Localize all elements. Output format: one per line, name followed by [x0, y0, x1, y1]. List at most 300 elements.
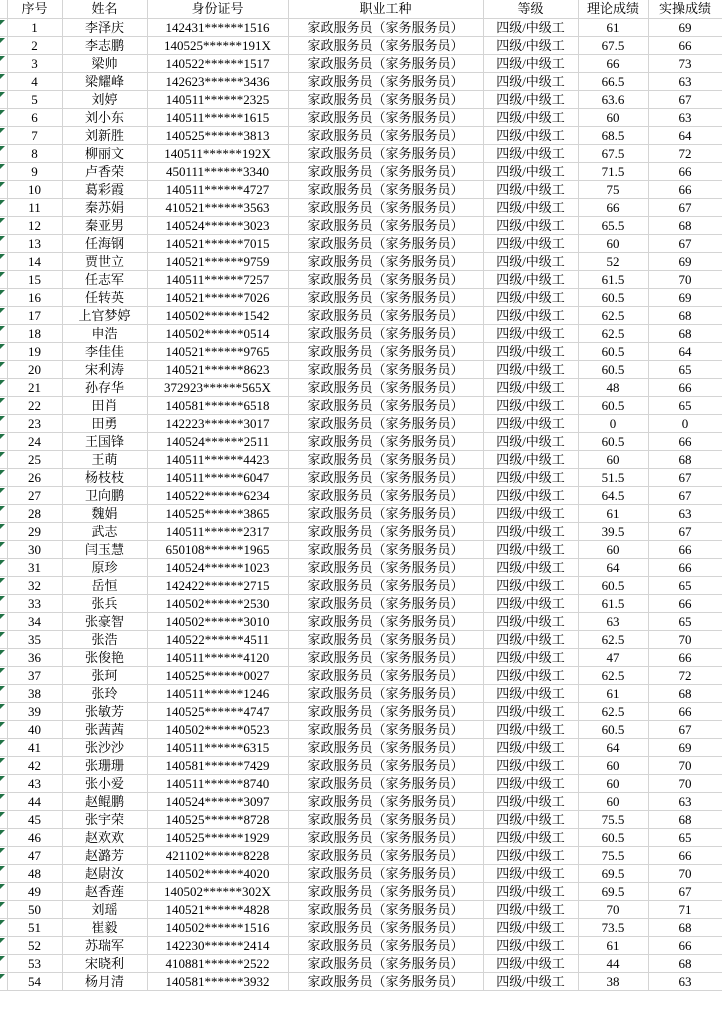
cell-id-number[interactable]: 140511******2317: [147, 522, 288, 540]
cell-level[interactable]: 四级/中级工: [483, 450, 578, 468]
cell-seq[interactable]: 17: [7, 306, 62, 324]
cell-occupation[interactable]: 家政服务员（家务服务员）: [288, 90, 483, 108]
cell-level[interactable]: 四级/中级工: [483, 648, 578, 666]
cell-seq[interactable]: 40: [7, 720, 62, 738]
cell-level[interactable]: 四级/中级工: [483, 306, 578, 324]
cell-occupation[interactable]: 家政服务员（家务服务员）: [288, 630, 483, 648]
cell-occupation[interactable]: 家政服务员（家务服务员）: [288, 360, 483, 378]
cell-name[interactable]: 闫玉慧: [62, 540, 147, 558]
cell-name[interactable]: 魏娟: [62, 504, 147, 522]
cell-occupation[interactable]: 家政服务员（家务服务员）: [288, 792, 483, 810]
cell-theory-score[interactable]: 52: [578, 252, 648, 270]
cell-seq[interactable]: 8: [7, 144, 62, 162]
cell-id-number[interactable]: 140581******6518: [147, 396, 288, 414]
cell-seq[interactable]: 28: [7, 504, 62, 522]
cell-practical-score[interactable]: 70: [648, 774, 722, 792]
cell-id-number[interactable]: 140502******0523: [147, 720, 288, 738]
cell-seq[interactable]: 1: [7, 18, 62, 36]
cell-name[interactable]: 李泽庆: [62, 18, 147, 36]
cell-seq[interactable]: 3: [7, 54, 62, 72]
cell-level[interactable]: 四级/中级工: [483, 378, 578, 396]
cell-seq[interactable]: 41: [7, 738, 62, 756]
cell-id-number[interactable]: 140521******7015: [147, 234, 288, 252]
cell-name[interactable]: 秦苏娟: [62, 198, 147, 216]
cell-level[interactable]: 四级/中级工: [483, 342, 578, 360]
cell-theory-score[interactable]: 60.5: [578, 360, 648, 378]
cell-id-number[interactable]: 140511******192X: [147, 144, 288, 162]
cell-practical-score[interactable]: 65: [648, 612, 722, 630]
cell-theory-score[interactable]: 60: [578, 234, 648, 252]
cell-theory-score[interactable]: 65.5: [578, 216, 648, 234]
cell-theory-score[interactable]: 61: [578, 504, 648, 522]
cell-theory-score[interactable]: 61: [578, 684, 648, 702]
cell-id-number[interactable]: 140521******7026: [147, 288, 288, 306]
cell-occupation[interactable]: 家政服务员（家务服务员）: [288, 756, 483, 774]
header-theory-score[interactable]: 理论成绩: [578, 0, 648, 18]
cell-name[interactable]: 张茜茜: [62, 720, 147, 738]
cell-id-number[interactable]: 140511******6047: [147, 468, 288, 486]
cell-seq[interactable]: 37: [7, 666, 62, 684]
cell-occupation[interactable]: 家政服务员（家务服务员）: [288, 828, 483, 846]
cell-theory-score[interactable]: 67.5: [578, 144, 648, 162]
cell-id-number[interactable]: 140521******8623: [147, 360, 288, 378]
cell-id-number[interactable]: 140511******1615: [147, 108, 288, 126]
header-level[interactable]: 等级: [483, 0, 578, 18]
cell-practical-score[interactable]: 65: [648, 360, 722, 378]
cell-practical-score[interactable]: 70: [648, 630, 722, 648]
cell-seq[interactable]: 12: [7, 216, 62, 234]
cell-theory-score[interactable]: 47: [578, 648, 648, 666]
cell-theory-score[interactable]: 68.5: [578, 126, 648, 144]
cell-seq[interactable]: 50: [7, 900, 62, 918]
cell-level[interactable]: 四级/中级工: [483, 108, 578, 126]
cell-name[interactable]: 李佳佳: [62, 342, 147, 360]
cell-level[interactable]: 四级/中级工: [483, 558, 578, 576]
cell-seq[interactable]: 26: [7, 468, 62, 486]
cell-occupation[interactable]: 家政服务员（家务服务员）: [288, 612, 483, 630]
cell-theory-score[interactable]: 71.5: [578, 162, 648, 180]
cell-practical-score[interactable]: 69: [648, 738, 722, 756]
cell-occupation[interactable]: 家政服务员（家务服务员）: [288, 216, 483, 234]
cell-name[interactable]: 刘新胜: [62, 126, 147, 144]
cell-occupation[interactable]: 家政服务员（家务服务员）: [288, 468, 483, 486]
cell-practical-score[interactable]: 66: [648, 432, 722, 450]
cell-name[interactable]: 王萌: [62, 450, 147, 468]
cell-theory-score[interactable]: 60.5: [578, 288, 648, 306]
cell-level[interactable]: 四级/中级工: [483, 162, 578, 180]
cell-practical-score[interactable]: 66: [648, 558, 722, 576]
cell-theory-score[interactable]: 60.5: [578, 828, 648, 846]
cell-practical-score[interactable]: 70: [648, 756, 722, 774]
cell-level[interactable]: 四级/中级工: [483, 216, 578, 234]
cell-level[interactable]: 四级/中级工: [483, 270, 578, 288]
cell-level[interactable]: 四级/中级工: [483, 288, 578, 306]
cell-theory-score[interactable]: 61.5: [578, 594, 648, 612]
cell-id-number[interactable]: 140525******3813: [147, 126, 288, 144]
cell-theory-score[interactable]: 69.5: [578, 864, 648, 882]
cell-theory-score[interactable]: 62.5: [578, 702, 648, 720]
cell-occupation[interactable]: 家政服务员（家务服务员）: [288, 36, 483, 54]
cell-level[interactable]: 四级/中级工: [483, 504, 578, 522]
cell-name[interactable]: 赵潞芳: [62, 846, 147, 864]
cell-practical-score[interactable]: 69: [648, 252, 722, 270]
cell-practical-score[interactable]: 67: [648, 486, 722, 504]
cell-occupation[interactable]: 家政服务员（家务服务员）: [288, 324, 483, 342]
cell-name[interactable]: 赵香莲: [62, 882, 147, 900]
cell-occupation[interactable]: 家政服务员（家务服务员）: [288, 180, 483, 198]
cell-practical-score[interactable]: 66: [648, 702, 722, 720]
cell-occupation[interactable]: 家政服务员（家务服务员）: [288, 162, 483, 180]
cell-id-number[interactable]: 140525******1929: [147, 828, 288, 846]
cell-seq[interactable]: 51: [7, 918, 62, 936]
cell-seq[interactable]: 53: [7, 954, 62, 972]
cell-occupation[interactable]: 家政服务员（家务服务员）: [288, 108, 483, 126]
cell-practical-score[interactable]: 66: [648, 162, 722, 180]
cell-level[interactable]: 四级/中级工: [483, 846, 578, 864]
cell-theory-score[interactable]: 0: [578, 414, 648, 432]
header-practical-score[interactable]: 实操成绩: [648, 0, 722, 18]
cell-practical-score[interactable]: 66: [648, 648, 722, 666]
cell-id-number[interactable]: 140525******4747: [147, 702, 288, 720]
cell-seq[interactable]: 25: [7, 450, 62, 468]
cell-theory-score[interactable]: 62.5: [578, 630, 648, 648]
header-id-number[interactable]: 身份证号: [147, 0, 288, 18]
cell-occupation[interactable]: 家政服务员（家务服务员）: [288, 504, 483, 522]
cell-name[interactable]: 田勇: [62, 414, 147, 432]
cell-seq[interactable]: 9: [7, 162, 62, 180]
cell-theory-score[interactable]: 69.5: [578, 882, 648, 900]
cell-name[interactable]: 卢香荣: [62, 162, 147, 180]
cell-practical-score[interactable]: 69: [648, 288, 722, 306]
cell-seq[interactable]: 29: [7, 522, 62, 540]
cell-level[interactable]: 四级/中级工: [483, 774, 578, 792]
cell-id-number[interactable]: 140522******6234: [147, 486, 288, 504]
cell-level[interactable]: 四级/中级工: [483, 900, 578, 918]
cell-occupation[interactable]: 家政服务员（家务服务员）: [288, 684, 483, 702]
cell-practical-score[interactable]: 67: [648, 720, 722, 738]
cell-seq[interactable]: 22: [7, 396, 62, 414]
cell-theory-score[interactable]: 62.5: [578, 666, 648, 684]
cell-level[interactable]: 四级/中级工: [483, 18, 578, 36]
cell-theory-score[interactable]: 60.5: [578, 342, 648, 360]
cell-seq[interactable]: 43: [7, 774, 62, 792]
cell-level[interactable]: 四级/中级工: [483, 198, 578, 216]
cell-occupation[interactable]: 家政服务员（家务服务员）: [288, 666, 483, 684]
cell-theory-score[interactable]: 62.5: [578, 324, 648, 342]
cell-id-number[interactable]: 140502******4020: [147, 864, 288, 882]
cell-occupation[interactable]: 家政服务员（家务服务员）: [288, 378, 483, 396]
cell-level[interactable]: 四级/中级工: [483, 36, 578, 54]
cell-practical-score[interactable]: 72: [648, 666, 722, 684]
cell-name[interactable]: 任转英: [62, 288, 147, 306]
header-occupation[interactable]: 职业工种: [288, 0, 483, 18]
cell-seq[interactable]: 47: [7, 846, 62, 864]
cell-seq[interactable]: 20: [7, 360, 62, 378]
cell-theory-score[interactable]: 60: [578, 108, 648, 126]
cell-theory-score[interactable]: 39.5: [578, 522, 648, 540]
cell-practical-score[interactable]: 64: [648, 126, 722, 144]
cell-name[interactable]: 贾世立: [62, 252, 147, 270]
cell-theory-score[interactable]: 66.5: [578, 72, 648, 90]
cell-practical-score[interactable]: 0: [648, 414, 722, 432]
cell-name[interactable]: 张浩: [62, 630, 147, 648]
cell-occupation[interactable]: 家政服务员（家务服务员）: [288, 972, 483, 990]
cell-level[interactable]: 四级/中级工: [483, 720, 578, 738]
cell-theory-score[interactable]: 61: [578, 936, 648, 954]
cell-practical-score[interactable]: 65: [648, 576, 722, 594]
cell-id-number[interactable]: 450111******3340: [147, 162, 288, 180]
cell-id-number[interactable]: 140502******1516: [147, 918, 288, 936]
cell-occupation[interactable]: 家政服务员（家务服务员）: [288, 306, 483, 324]
cell-theory-score[interactable]: 44: [578, 954, 648, 972]
cell-name[interactable]: 葛彩霞: [62, 180, 147, 198]
cell-occupation[interactable]: 家政服务员（家务服务员）: [288, 810, 483, 828]
cell-theory-score[interactable]: 61.5: [578, 270, 648, 288]
cell-level[interactable]: 四级/中级工: [483, 360, 578, 378]
cell-seq[interactable]: 24: [7, 432, 62, 450]
cell-id-number[interactable]: 372923******565X: [147, 378, 288, 396]
cell-seq[interactable]: 5: [7, 90, 62, 108]
cell-id-number[interactable]: 140511******2325: [147, 90, 288, 108]
cell-id-number[interactable]: 140511******8740: [147, 774, 288, 792]
cell-id-number[interactable]: 140502******3010: [147, 612, 288, 630]
cell-id-number[interactable]: 140524******1023: [147, 558, 288, 576]
cell-seq[interactable]: 30: [7, 540, 62, 558]
cell-theory-score[interactable]: 63.6: [578, 90, 648, 108]
cell-level[interactable]: 四级/中级工: [483, 792, 578, 810]
cell-name[interactable]: 梁耀峰: [62, 72, 147, 90]
cell-theory-score[interactable]: 60: [578, 792, 648, 810]
cell-level[interactable]: 四级/中级工: [483, 72, 578, 90]
cell-practical-score[interactable]: 71: [648, 900, 722, 918]
cell-id-number[interactable]: 140502******0514: [147, 324, 288, 342]
cell-id-number[interactable]: 650108******1965: [147, 540, 288, 558]
cell-id-number[interactable]: 421102******8228: [147, 846, 288, 864]
cell-name[interactable]: 秦亚男: [62, 216, 147, 234]
cell-occupation[interactable]: 家政服务员（家务服务员）: [288, 198, 483, 216]
cell-name[interactable]: 刘瑶: [62, 900, 147, 918]
cell-name[interactable]: 田肖: [62, 396, 147, 414]
cell-seq[interactable]: 42: [7, 756, 62, 774]
cell-id-number[interactable]: 140502******302X: [147, 882, 288, 900]
cell-practical-score[interactable]: 68: [648, 324, 722, 342]
cell-name[interactable]: 柳丽文: [62, 144, 147, 162]
cell-id-number[interactable]: 142431******1516: [147, 18, 288, 36]
cell-theory-score[interactable]: 60.5: [578, 432, 648, 450]
cell-id-number[interactable]: 140525******0027: [147, 666, 288, 684]
header-seq[interactable]: 序号: [7, 0, 62, 18]
cell-id-number[interactable]: 140524******2511: [147, 432, 288, 450]
cell-name[interactable]: 张敏芳: [62, 702, 147, 720]
cell-level[interactable]: 四级/中级工: [483, 864, 578, 882]
cell-practical-score[interactable]: 73: [648, 54, 722, 72]
cell-practical-score[interactable]: 63: [648, 504, 722, 522]
cell-practical-score[interactable]: 68: [648, 918, 722, 936]
cell-name[interactable]: 张小爱: [62, 774, 147, 792]
cell-name[interactable]: 宋利涛: [62, 360, 147, 378]
cell-name[interactable]: 梁帅: [62, 54, 147, 72]
cell-theory-score[interactable]: 64: [578, 738, 648, 756]
cell-occupation[interactable]: 家政服务员（家务服务员）: [288, 900, 483, 918]
cell-seq[interactable]: 6: [7, 108, 62, 126]
cell-id-number[interactable]: 410521******3563: [147, 198, 288, 216]
cell-practical-score[interactable]: 65: [648, 396, 722, 414]
cell-level[interactable]: 四级/中级工: [483, 90, 578, 108]
cell-occupation[interactable]: 家政服务员（家务服务员）: [288, 18, 483, 36]
cell-occupation[interactable]: 家政服务员（家务服务员）: [288, 432, 483, 450]
cell-id-number[interactable]: 140511******4423: [147, 450, 288, 468]
cell-practical-score[interactable]: 65: [648, 828, 722, 846]
cell-practical-score[interactable]: 68: [648, 810, 722, 828]
cell-theory-score[interactable]: 75: [578, 180, 648, 198]
cell-seq[interactable]: 13: [7, 234, 62, 252]
cell-seq[interactable]: 39: [7, 702, 62, 720]
cell-occupation[interactable]: 家政服务员（家务服务员）: [288, 414, 483, 432]
cell-level[interactable]: 四级/中级工: [483, 54, 578, 72]
cell-name[interactable]: 申浩: [62, 324, 147, 342]
cell-id-number[interactable]: 142230******2414: [147, 936, 288, 954]
cell-id-number[interactable]: 410881******2522: [147, 954, 288, 972]
cell-occupation[interactable]: 家政服务员（家务服务员）: [288, 558, 483, 576]
cell-practical-score[interactable]: 66: [648, 594, 722, 612]
cell-id-number[interactable]: 140511******6315: [147, 738, 288, 756]
cell-name[interactable]: 赵尉汝: [62, 864, 147, 882]
cell-practical-score[interactable]: 72: [648, 144, 722, 162]
cell-practical-score[interactable]: 63: [648, 108, 722, 126]
cell-name[interactable]: 刘婷: [62, 90, 147, 108]
cell-name[interactable]: 岳恒: [62, 576, 147, 594]
cell-level[interactable]: 四级/中级工: [483, 666, 578, 684]
cell-seq[interactable]: 14: [7, 252, 62, 270]
cell-theory-score[interactable]: 66: [578, 198, 648, 216]
cell-name[interactable]: 张玲: [62, 684, 147, 702]
cell-practical-score[interactable]: 63: [648, 72, 722, 90]
cell-occupation[interactable]: 家政服务员（家务服务员）: [288, 342, 483, 360]
cell-level[interactable]: 四级/中级工: [483, 144, 578, 162]
cell-seq[interactable]: 2: [7, 36, 62, 54]
cell-name[interactable]: 上官梦婷: [62, 306, 147, 324]
cell-id-number[interactable]: 140521******9765: [147, 342, 288, 360]
cell-level[interactable]: 四级/中级工: [483, 630, 578, 648]
cell-occupation[interactable]: 家政服务员（家务服务员）: [288, 270, 483, 288]
cell-occupation[interactable]: 家政服务员（家务服务员）: [288, 774, 483, 792]
cell-name[interactable]: 崔毅: [62, 918, 147, 936]
cell-theory-score[interactable]: 66: [578, 54, 648, 72]
cell-level[interactable]: 四级/中级工: [483, 828, 578, 846]
cell-theory-score[interactable]: 75.5: [578, 846, 648, 864]
cell-theory-score[interactable]: 60.5: [578, 396, 648, 414]
cell-level[interactable]: 四级/中级工: [483, 576, 578, 594]
cell-name[interactable]: 苏瑞军: [62, 936, 147, 954]
cell-seq[interactable]: 38: [7, 684, 62, 702]
cell-name[interactable]: 任志军: [62, 270, 147, 288]
cell-seq[interactable]: 27: [7, 486, 62, 504]
cell-level[interactable]: 四级/中级工: [483, 252, 578, 270]
cell-practical-score[interactable]: 70: [648, 270, 722, 288]
cell-seq[interactable]: 21: [7, 378, 62, 396]
cell-practical-score[interactable]: 68: [648, 216, 722, 234]
cell-occupation[interactable]: 家政服务员（家务服务员）: [288, 576, 483, 594]
cell-level[interactable]: 四级/中级工: [483, 234, 578, 252]
cell-level[interactable]: 四级/中级工: [483, 972, 578, 990]
cell-id-number[interactable]: 140525******191X: [147, 36, 288, 54]
cell-name[interactable]: 杨月清: [62, 972, 147, 990]
cell-seq[interactable]: 7: [7, 126, 62, 144]
cell-theory-score[interactable]: 51.5: [578, 468, 648, 486]
cell-name[interactable]: 张沙沙: [62, 738, 147, 756]
cell-name[interactable]: 王国锋: [62, 432, 147, 450]
cell-occupation[interactable]: 家政服务员（家务服务员）: [288, 882, 483, 900]
cell-name[interactable]: 任海钢: [62, 234, 147, 252]
cell-theory-score[interactable]: 61: [578, 18, 648, 36]
cell-id-number[interactable]: 142223******3017: [147, 414, 288, 432]
cell-occupation[interactable]: 家政服务员（家务服务员）: [288, 126, 483, 144]
cell-id-number[interactable]: 140511******4120: [147, 648, 288, 666]
cell-theory-score[interactable]: 63: [578, 612, 648, 630]
cell-practical-score[interactable]: 63: [648, 792, 722, 810]
cell-practical-score[interactable]: 67: [648, 468, 722, 486]
cell-seq[interactable]: 48: [7, 864, 62, 882]
cell-occupation[interactable]: 家政服务员（家务服务员）: [288, 702, 483, 720]
cell-id-number[interactable]: 140522******4511: [147, 630, 288, 648]
cell-name[interactable]: 宋晓利: [62, 954, 147, 972]
cell-seq[interactable]: 15: [7, 270, 62, 288]
cell-seq[interactable]: 54: [7, 972, 62, 990]
cell-id-number[interactable]: 140511******4727: [147, 180, 288, 198]
cell-name[interactable]: 张兵: [62, 594, 147, 612]
cell-name[interactable]: 张珊珊: [62, 756, 147, 774]
cell-practical-score[interactable]: 69: [648, 18, 722, 36]
cell-theory-score[interactable]: 64.5: [578, 486, 648, 504]
cell-practical-score[interactable]: 68: [648, 954, 722, 972]
cell-occupation[interactable]: 家政服务员（家务服务员）: [288, 486, 483, 504]
cell-occupation[interactable]: 家政服务员（家务服务员）: [288, 918, 483, 936]
header-name[interactable]: 姓名: [62, 0, 147, 18]
cell-id-number[interactable]: 140502******1542: [147, 306, 288, 324]
cell-level[interactable]: 四级/中级工: [483, 324, 578, 342]
cell-level[interactable]: 四级/中级工: [483, 684, 578, 702]
cell-level[interactable]: 四级/中级工: [483, 612, 578, 630]
cell-id-number[interactable]: 140581******7429: [147, 756, 288, 774]
cell-level[interactable]: 四级/中级工: [483, 396, 578, 414]
cell-level[interactable]: 四级/中级工: [483, 126, 578, 144]
cell-theory-score[interactable]: 70: [578, 900, 648, 918]
cell-seq[interactable]: 31: [7, 558, 62, 576]
cell-level[interactable]: 四级/中级工: [483, 954, 578, 972]
cell-id-number[interactable]: 140521******9759: [147, 252, 288, 270]
cell-seq[interactable]: 34: [7, 612, 62, 630]
cell-practical-score[interactable]: 67: [648, 882, 722, 900]
cell-seq[interactable]: 19: [7, 342, 62, 360]
cell-id-number[interactable]: 140524******3097: [147, 792, 288, 810]
cell-theory-score[interactable]: 60.5: [578, 720, 648, 738]
cell-occupation[interactable]: 家政服务员（家务服务员）: [288, 396, 483, 414]
cell-level[interactable]: 四级/中级工: [483, 882, 578, 900]
cell-name[interactable]: 张豪智: [62, 612, 147, 630]
cell-seq[interactable]: 33: [7, 594, 62, 612]
cell-id-number[interactable]: 140511******1246: [147, 684, 288, 702]
cell-occupation[interactable]: 家政服务员（家务服务员）: [288, 144, 483, 162]
cell-name[interactable]: 赵欢欢: [62, 828, 147, 846]
cell-practical-score[interactable]: 68: [648, 684, 722, 702]
cell-seq[interactable]: 46: [7, 828, 62, 846]
cell-level[interactable]: 四级/中级工: [483, 432, 578, 450]
cell-theory-score[interactable]: 67.5: [578, 36, 648, 54]
cell-level[interactable]: 四级/中级工: [483, 756, 578, 774]
cell-id-number[interactable]: 140581******3932: [147, 972, 288, 990]
cell-theory-score[interactable]: 38: [578, 972, 648, 990]
cell-occupation[interactable]: 家政服务员（家务服务员）: [288, 594, 483, 612]
